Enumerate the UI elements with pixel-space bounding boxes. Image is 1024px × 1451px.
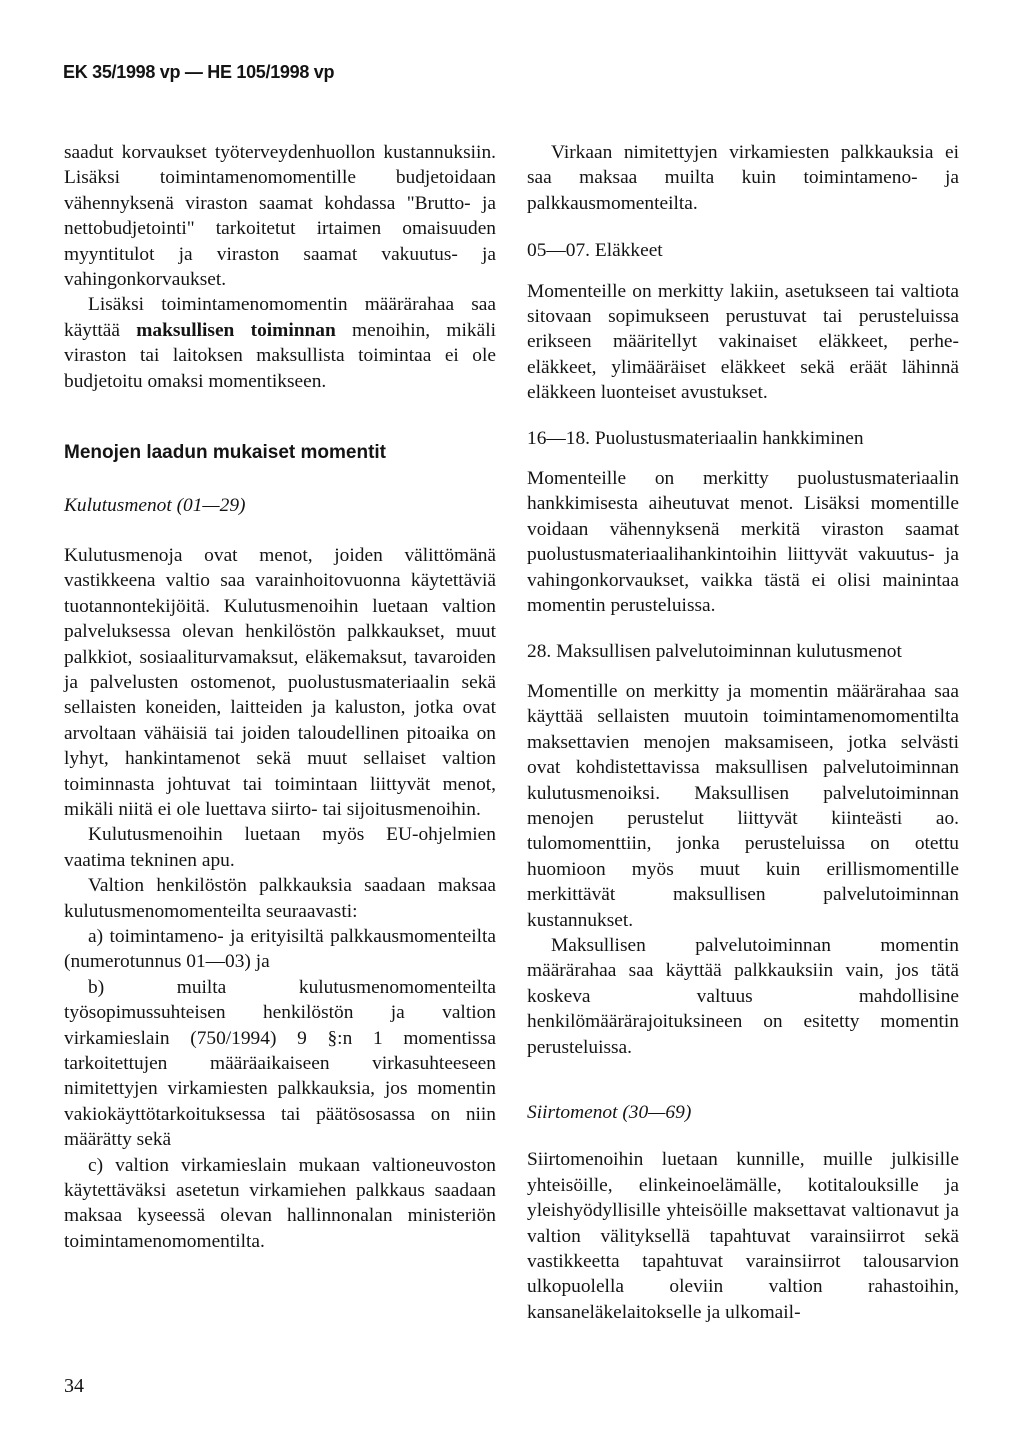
list-item: c) valtion virkamieslain mukaan valtioneuvoston käytettäväksi asetetun virkamiehen palkkaus saadaan maksaa kyseessä olevan hallinnonalan ministeriön toimintamenomomentilta. <box>64 1154 496 1252</box>
paragraph: saadut korvaukset työterveydenhuollon kustannuksiin. Lisäksi toimintamenomomentille budjetoidaan vähennyksenä viraston saamat kohdassa "Brutto- ja nettobudjetointi" tarkoitetut irtaimen omaisuuden myyntitulot ja viraston saamat vakuutus- ja vahingonkorvaukset. <box>64 142 496 291</box>
running-header: EK 35/1998 vp — HE 105/1998 vp <box>63 62 335 82</box>
subsection-heading: 16—18. Puolustusmateriaalin hankkiminen <box>527 427 864 449</box>
paragraph: Valtion henkilöstön palkkauksia saadaan maksaa kulutusmenomomenteilta seuraavasti: <box>64 875 496 922</box>
list-item: a) toimintameno- ja erityisiltä palkkausmomenteilta (numerotunnus 01—03) ja <box>64 925 496 973</box>
paragraph: Momenteille on merkitty puolustusmateriaalin hankkimisesta aiheutuvat menot. Lisäksi momentille voidaan vähennyksenä merkitä viraston saamat puolustusmateriaalihankintoihin liittyvät vakuutus- ja vahingonkorvaukset, vaikka tästä ei olisi mainintaa momentin perusteluissa. <box>527 468 959 617</box>
right-column <box>527 140 959 1325</box>
list-item: b) muilta kulutusmenomomenteilta työsopimussuhteisen henkilöstön ja valtion virkamieslain (750/1994) 9 §:n 1 momentissa tarkoitettujen määräaikaiseen virkasuhteeseen nimitettyjen virkamiesten palkkauksia, jos momentin vakiokäyttötarkoituksessa tai päätösosassa on niin määrätty sekä <box>64 976 496 1151</box>
paragraph: Kulutusmenoja ovat menot, joiden välittömänä vastikkeena valtio saa varainhoitovuonna käytettäviä tuotannontekijöitä. Kulutusmenoihin luetaan valtion palveluksessa olevan henkilöstön palkkaukset, muut palkkiot, sosiaaliturvamaksut, eläkemaksut, tavaroiden ja palvelusten ostomenot, puolustusmateriaalin sekä sellaisten koneiden, laitteiden ja kaluston, jotka ovat arvoltaan vähäisiä tai joiden taloudellinen pitoaika on lyhyt, hankintamenot sekä muut sellaiset valtion toiminnasta johtuvat tai toimintaan liittyvät menot, mikäli niitä ei ole luettava siirto- tai sijoitusmenoihin. <box>64 544 496 820</box>
left-column <box>64 140 496 1254</box>
paragraph: Momentille on merkitty ja momentin määrärahaa saa käyttää sellaisten muutoin toimintamenomomentilta maksettavien menojen maksamiseen, jotka selvästi ovat kohdistettavissa maksullisen palvelutoiminnan kulutusmenoiksi. Maksullisen palvelutoiminnan menojen perustelut liittyvät kiinteästi ao. tulomomenttiin, jonka perusteluissa on otettu huomioon myös muut kuin erillismomentille merkittävät maksullisen palvelutoiminnan kustannukset. <box>527 680 959 931</box>
bold-term: maksullisen toiminnan <box>136 319 336 341</box>
paragraph <box>64 292 496 394</box>
subsection-heading: Siirtomenot (30—69) <box>527 1102 692 1123</box>
page-number: 34 <box>64 1375 84 1397</box>
subsection-heading: 05—07. Eläkkeet <box>527 240 663 262</box>
paragraph: Siirtomenoihin luetaan kunnille, muille julkisille yhteisöille, elinkeinoelämälle, kotitalouksille ja yleishyödyllisille yhteisöille maksettavat valtionavut ja valtion välityksellä tapahtuvat varainsiirrot sekä vastikkeetta tapahtuvat varainsiirrot talousarvion ulkopuolella oleviin valtion rahastoihin, kansaneläkelaitokselle ja ulkomail- <box>527 1149 959 1323</box>
paragraph: Momenteille on merkitty lakiin, asetukseen tai valtiota sitovaan sopimukseen perustuvat tai perusteluissa erikseen määritellyt vakinaiset eläkkeet, perhe-eläkkeet, ylimääräiset eläkkeet sekä eräät lähinnä eläkkeen luonteiset avustukset. <box>527 280 959 404</box>
paragraph: Virkaan nimitettyjen virkamiesten palkkauksia ei saa maksaa muilta kuin toimintameno- ja palkkausmomenteilta. <box>527 142 959 214</box>
subsection-heading: Kulutusmenot (01—29) <box>64 495 246 517</box>
subsection-heading: 28. Maksullisen palvelutoiminnan kulutusmenot <box>527 640 902 662</box>
paragraph: Maksullisen palvelutoiminnan momentin määrärahaa saa käyttää palkkauksiin vain, jos tätä koskeva valtuus mahdollisine henkilömäärärajoituksineen on esitetty momentin perusteluissa. <box>527 934 959 1058</box>
text-run: menoihin, mikäli viraston tai laitoksen maksullista toimintaa ei ole budjetoitu omaksi momentikseen. <box>64 319 496 392</box>
text-run: Lisäksi toimintamenomomentin määrärahaa saa käyttää <box>64 294 496 341</box>
section-heading: Menojen laadun mukaiset momentit <box>64 442 386 464</box>
paragraph: Kulutusmenoihin luetaan myös EU-ohjelmien vaatima tekninen apu. <box>64 824 496 871</box>
